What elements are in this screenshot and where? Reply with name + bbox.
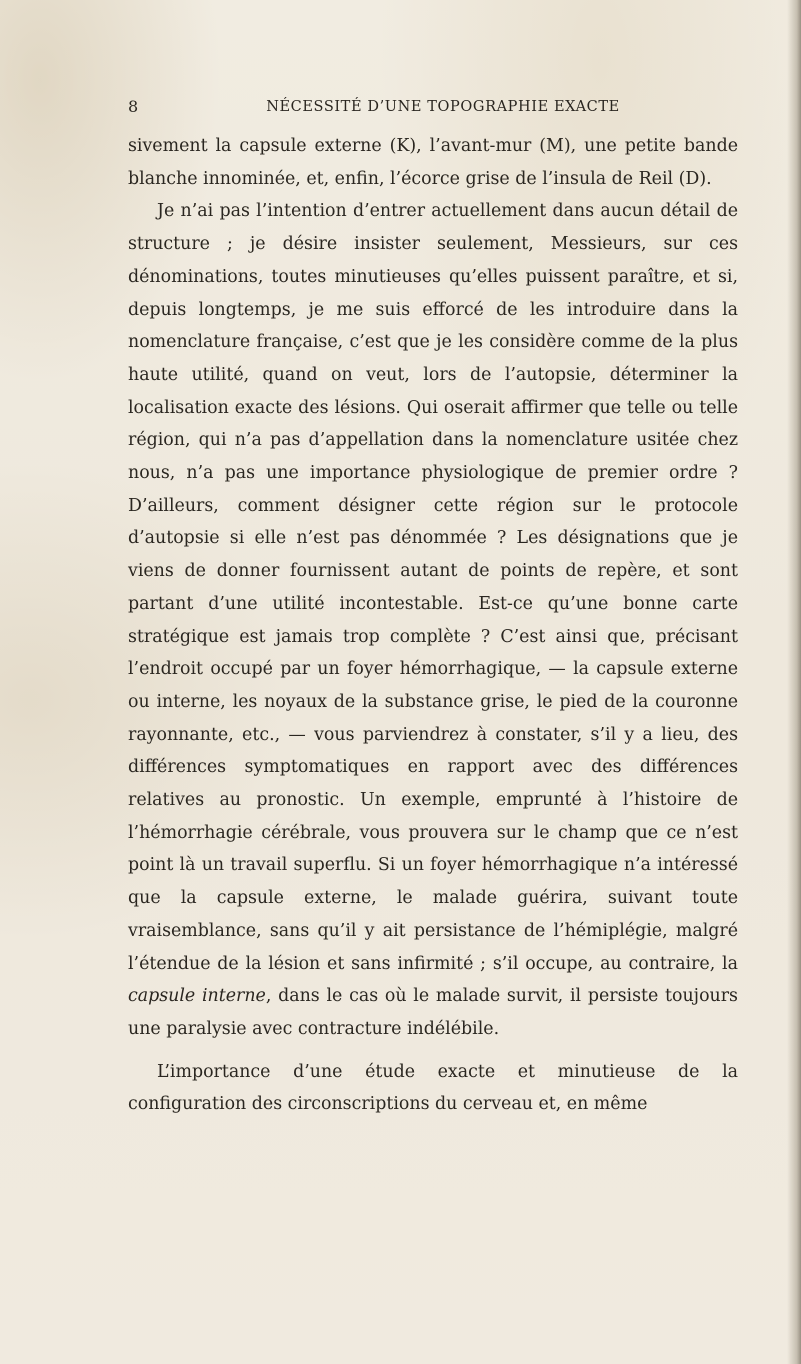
paragraph-importance: L’importance d’une étude exacte et minutieuse de la configuration des circonscriptions du cerveau et, en même: [128, 1061, 738, 1115]
paragraph-nomenclature-text: Je n’ai pas l’intention d’entrer actuellement dans aucun détail de structure ; je désire insister seulement, Messieurs, sur ces dénominations, toutes minutieuses qu’elles puissent paraître, et si, depuis longtemps, je me suis efforcé de les introduire dans la nomenclature française, c’est que je les considère comme de la plus haute utilité, quand on veut, lors de l’autopsie, déterminer la localisation exacte des lésions. Qui oserait affirmer que telle ou telle région, qui n’a pas d’appellation dans la nomenclature usitée chez nous, n’a pas une importance physiologique de premier ordre ? D’ailleurs, comment désigner cette région sur le protocole d’autopsie si elle n’est pas dénommée ? Les désignations que je viens de donner fournissent autant de points de repère, et sont partant d’une utilité incontestable. Est-ce qu’une bonne carte stratégique est jamais trop complète ? C’est ainsi que, précisant l’endroit occupé par un foyer hémorrhagique, — la capsule externe ou interne, les noyaux de la substance grise, le pied de la couronne rayonnante, etc., — vous parviendrez à constater, s’il y a lieu, des différences symptomatiques en rapport avec des différences relatives au pronostic. Un exemple, emprunté à l’histoire de l’hémorrhagie cérébrale, vous prouvera sur le champ que ce n’est point là un travail superflu. Si un foyer hémorrhagique n’a intéressé que la capsule externe, le malade guérira, suivant toute vraisemblance, sans qu’il y ait persistance de l’hémiplégie, malgré l’étendue de la lésion et sans infirmité ; s’il occupe, au contraire, la: [128, 201, 738, 974]
paragraph-continued: sivement la capsule externe (K), l’avant-mur (M), une petite bande blanche innominée, et, enfin, l’écorce grise de l’insula de Reil (D).: [128, 136, 738, 189]
page-edge-shadow: [787, 0, 801, 1364]
paragraph-nomenclature-end: , dans le cas où le malade survit, il persiste toujours une paralysie avec contracture indélébile.: [128, 986, 738, 1039]
italic-term: capsule interne: [128, 986, 266, 1007]
page-number: 8: [128, 97, 139, 116]
running-title: NÉCESSITÉ D’UNE TOPOGRAPHIE EXACTE: [266, 99, 620, 115]
running-header: [128, 96, 736, 118]
body-text: [128, 130, 738, 1121]
paragraph-nomenclature: [128, 195, 738, 1045]
